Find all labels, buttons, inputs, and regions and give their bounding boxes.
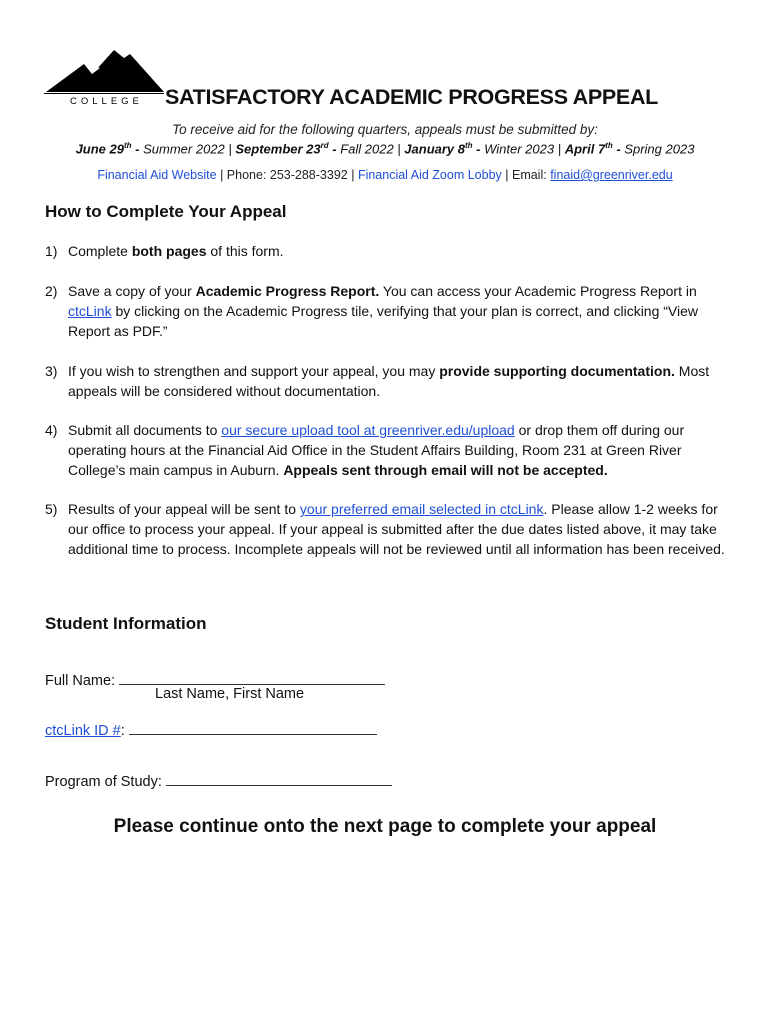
step-text-part: Complete — [68, 243, 132, 259]
step-emphasis: Appeals sent through email will not be accepted. — [283, 462, 608, 478]
step-text-part: Results of your appeal will be sent to — [68, 501, 300, 517]
financial-aid-website-link[interactable]: Financial Aid Website — [97, 168, 217, 182]
deadline-term: Summer 2022 — [143, 141, 225, 157]
continue-notice: Please continue onto the next page to complete your appeal — [113, 816, 657, 837]
step-emphasis: Academic Progress Report. — [195, 283, 380, 299]
step-text-part: . Please allow 1-2 weeks for our office to process your appeal. If your appeal is submitted after the due dates listed above, it may take additional time to process. Incomplete appeals will not be reviewed until all information has been received. — [68, 501, 725, 557]
step-text-part: by clicking on the Academic Progress tile, verifying that your plan is correct, and clicking “View Report as PDF.” — [68, 303, 699, 339]
phone-number: Phone: 253-288-3392 — [226, 168, 348, 182]
step-text — [68, 361, 735, 401]
step-4 — [45, 420, 735, 480]
program-of-study-field — [45, 771, 392, 790]
step-2 — [45, 281, 735, 341]
step-text — [68, 241, 735, 261]
step-5 — [45, 499, 735, 559]
step-text-part: You can access your Academic Progress Report in — [379, 283, 697, 299]
step-number: 2) — [45, 283, 58, 299]
deadline-suffix: th — [605, 141, 613, 150]
deadline-suffix: th — [123, 141, 132, 150]
step-text — [68, 420, 735, 480]
ctclink-id-input[interactable] — [129, 720, 377, 735]
deadline-intro: To receive aid for the following quarters, appeals must be submitted by: — [172, 122, 598, 137]
logo-rule — [44, 93, 164, 94]
full-name-label: Full Name: — [45, 673, 116, 689]
zoom-lobby-link[interactable]: Financial Aid Zoom Lobby — [357, 168, 502, 182]
ctclink-id-field — [45, 720, 377, 739]
step-text-part: Save a copy of your — [68, 283, 196, 299]
deadline-date: April 7 — [564, 141, 606, 157]
deadline-list: June 29th - Summer 2022 | September 23rd - Fall 2022 | January 8th - Winter 2023 | April 7th - Spring 2023 — [75, 141, 695, 157]
ctclink-id-link[interactable]: ctcLink ID # — [45, 723, 121, 739]
contact-line: Financial Aid Website | Phone: 253-288-3392 | Financial Aid Zoom Lobby | Email: finaid@greenriver.edu — [97, 168, 673, 182]
step-text-part: If you wish to strengthen and support your appeal, you may — [68, 363, 440, 379]
deadline-term: Spring 2023 — [624, 141, 695, 157]
student-info-heading: Student Information — [45, 614, 207, 633]
logo-college-text: COLLEGE — [70, 96, 143, 107]
step-3 — [45, 361, 735, 401]
deadline-suffix: rd — [320, 141, 329, 150]
deadline-term: Fall 2022 — [340, 141, 394, 157]
deadline-date: January 8 — [404, 141, 465, 157]
deadline-term: Winter 2023 — [484, 141, 555, 157]
step-number: 4) — [45, 422, 58, 438]
deadline-suffix: th — [465, 141, 473, 150]
email-link[interactable]: finaid@greenriver.edu — [550, 168, 673, 182]
step-text-part: Most appeals will be considered without documentation. — [68, 363, 710, 399]
step-text — [68, 499, 735, 559]
page-title: SATISFACTORY ACADEMIC PROGRESS APPEAL — [165, 85, 659, 109]
step-1 — [45, 241, 735, 261]
ctclink-link[interactable]: ctcLink — [68, 303, 112, 319]
mountain-icon — [44, 44, 166, 94]
step-emphasis: provide supporting documentation. — [439, 363, 675, 379]
email-label: Email: — [511, 168, 551, 182]
program-of-study-input[interactable] — [166, 771, 392, 786]
step-number: 1) — [45, 243, 58, 259]
step-text-part: of this form. — [206, 243, 284, 259]
deadline-date: September 23 — [235, 141, 321, 157]
college-logo — [44, 44, 166, 110]
step-text-part: or drop them off during our operating hours at the Financial Aid Office in the Student Affairs Building, Room 231 at Green River College’s main campus in Auburn. — [68, 422, 685, 478]
step-text — [68, 281, 735, 341]
how-to-heading: How to Complete Your Appeal — [45, 202, 287, 221]
upload-tool-link[interactable]: our secure upload tool at greenriver.edu/upload — [221, 422, 515, 438]
full-name-hint: Last Name, First Name — [155, 686, 305, 702]
step-emphasis: both pages — [131, 243, 207, 259]
step-number: 3) — [45, 363, 58, 379]
step-number: 5) — [45, 501, 58, 517]
program-of-study-label: Program of Study: — [45, 774, 162, 790]
full-name-input[interactable] — [119, 670, 385, 685]
ctclink-id-colon: : — [120, 723, 125, 739]
deadline-date: June 29 — [75, 141, 124, 157]
step-text-part: Submit all documents to — [68, 422, 222, 438]
preferred-email-link[interactable]: your preferred email selected in ctcLink — [299, 501, 544, 517]
